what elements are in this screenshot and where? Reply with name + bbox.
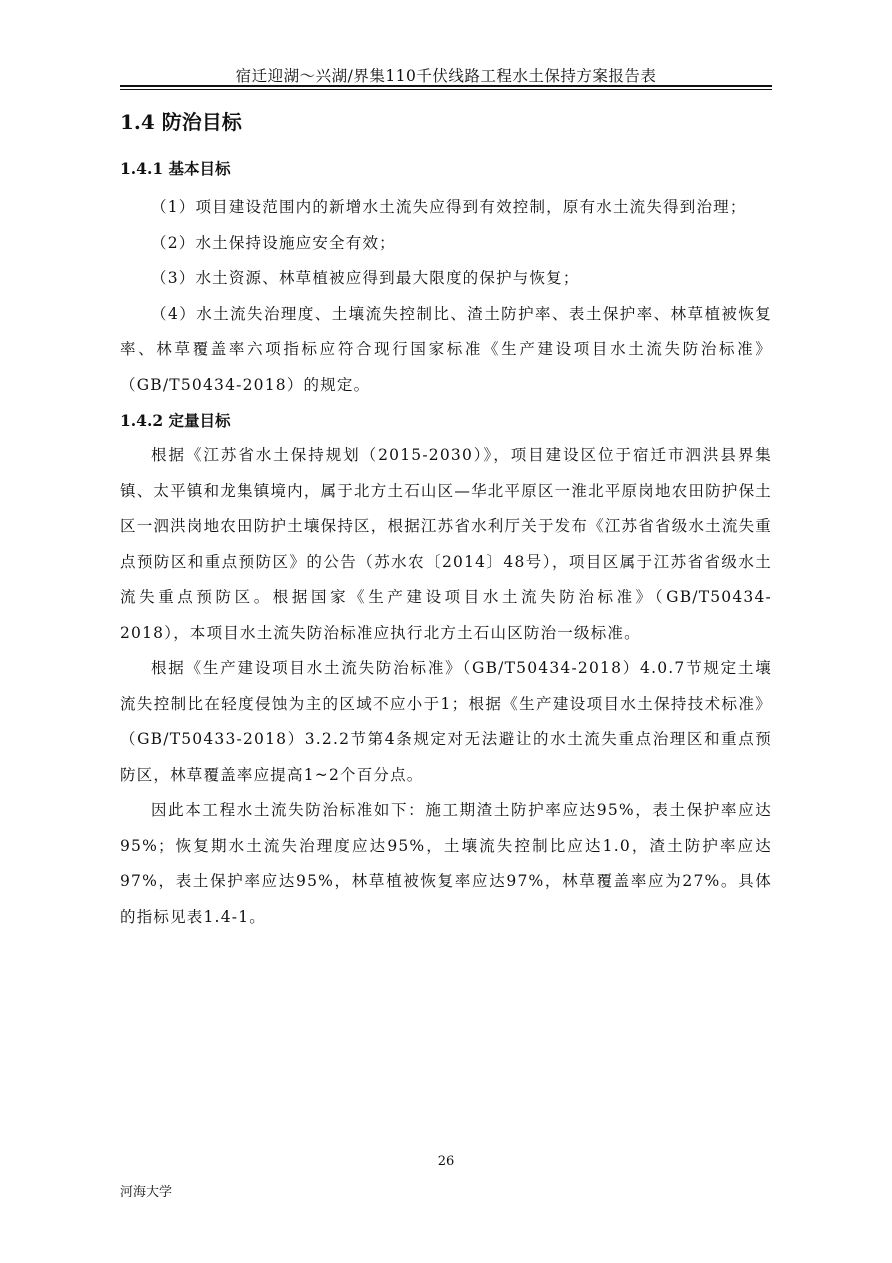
paragraph: （1）项目建设范围内的新增水土流失应得到有效控制，原有水土流失得到治理； <box>151 198 747 216</box>
paragraph: 根据《江苏省水土保持规划（2015-2030）》，项目建设区位于宿迁市泗洪县界集镇、太平镇和龙集镇境内，属于北方土石山区—华北平原区一淮北平原岗地农田防护保土区一泗洪岗地农田防护土壤保持区，根据江苏省水利厅关于发布《江苏省省级水土流失重点预防区和重点预防区》的公告（苏水农〔2014〕48号），项目区属于江苏省省级水土流失重点预防区。根据国家《生产建设项目水土流失防治标准》（GB/T50434-2018），本项目水土流失防治标准应执行北方土石山区防治一级标准。 <box>120 446 772 642</box>
header-rule-thin <box>120 89 772 90</box>
paragraph: （4）水土流失治理度、土壤流失控制比、渣土防护率、表土保护率、林草植被恢复率、林草覆盖率六项指标应符合现行国家标准《生产建设项目水土流失防治标准》（GB/T50434-2018）的规定。 <box>120 304 772 394</box>
subsection-title-basic-goals: 1.4.1 基本目标 <box>120 159 231 178</box>
paragraph: 根据《生产建设项目水土流失防治标准》（GB/T50434-2018）4.0.7节规定土壤流失控制比在轻度侵蚀为主的区域不应小于1；根据《生产建设项目水土保持技术标准》（GB/T50433-2018）3.2.2节第4条规定对无法避让的水土流失重点治理区和重点预防区，林草覆盖率应提高1~2个百分点。 <box>120 659 772 784</box>
paragraph: 因此本工程水土流失防治标准如下：施工期渣土防护率应达95%，表土保护率应达95%；恢复期水土流失治理度应达95%，土壤流失控制比应达1.0，渣土防护率应达97%，表土保护率应达95%，林草植被恢复率应达97%，林草覆盖率应为27%。具体的指标见表1.4-1。 <box>120 801 772 926</box>
paragraph: （2）水土保持设施应安全有效； <box>151 233 396 252</box>
page-header-title: 宿迁迎湖～兴湖/界集110千伏线路工程水土保持方案报告表 <box>235 67 657 85</box>
page-number: 26 <box>437 1154 455 1169</box>
footer-organization: 河海大学 <box>120 1185 173 1200</box>
paragraph: （3）水土资源、林草植被应得到最大限度的保护与恢复； <box>151 269 580 287</box>
section-title: 1.4 防治目标 <box>120 110 242 134</box>
header-rule-thick <box>120 85 772 87</box>
document-body <box>120 104 772 935</box>
subsection-title-quantitative-goals: 1.4.2 定量目标 <box>120 411 231 430</box>
